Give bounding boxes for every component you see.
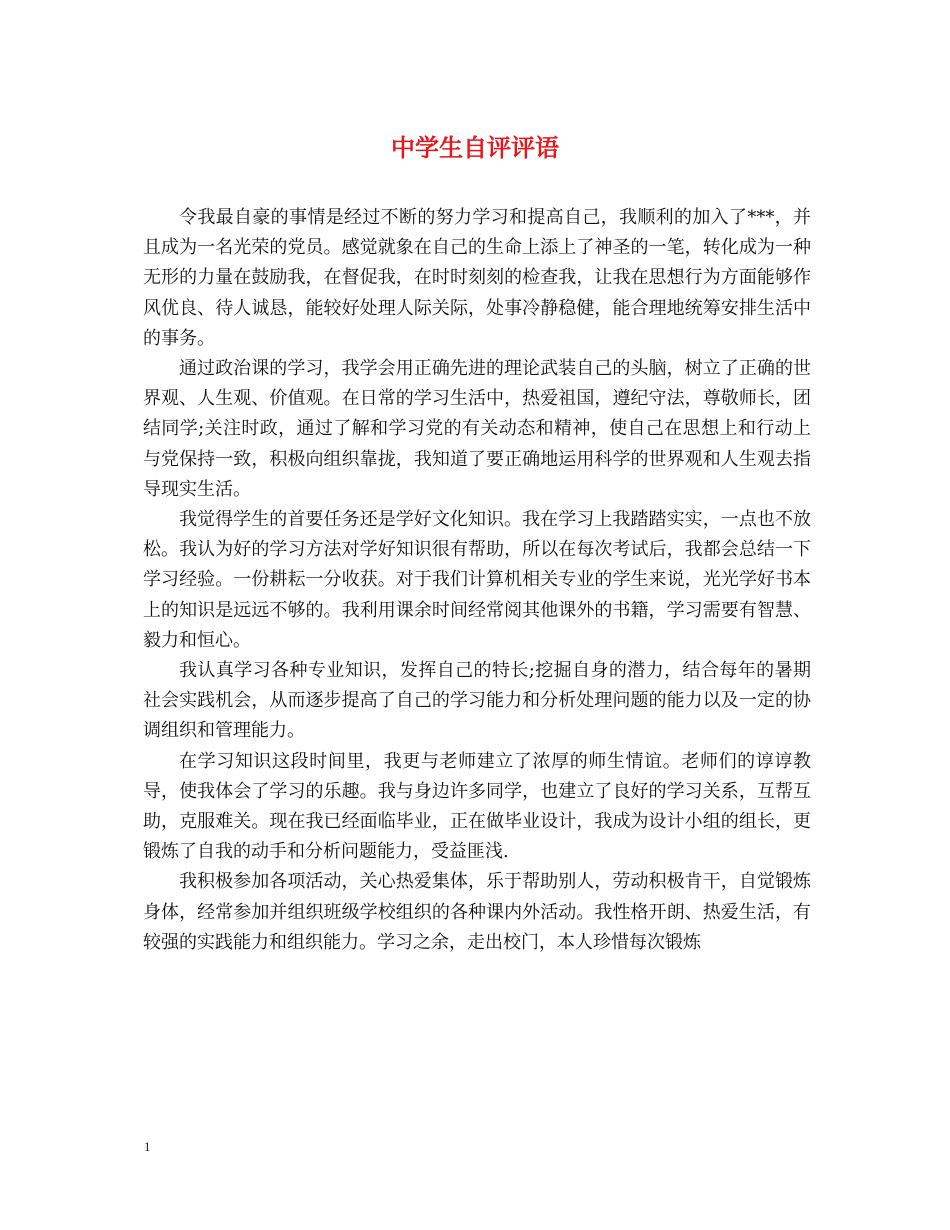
document-body [143,203,811,958]
paragraph-4: 我认真学习各种专业知识，发挥自己的特长;挖掘自身的潜力，结合每年的暑期社会实践机会，从而逐步提高了自己的学习能力和分析处理问题的能力以及一定的协调组织和管理能力。 [143,660,811,742]
page-number: 1 [144,1139,151,1154]
paragraph-5: 在学习知识这段时间里，我更与老师建立了浓厚的师生情谊。老师们的谆谆教导，使我体会了学习的乐趣。我与身边许多同学，也建立了良好的学习关系，互帮互助，克服难关。现在我已经面临毕业，正在做毕业设计，我成为设计小组的组长，更锻炼了自我的动手和分析问题能力，受益匪浅. [143,750,811,863]
paragraph-2: 通过政治课的学习，我学会用正确先进的理论武装自己的头脑，树立了正确的世界观、人生观、价值观。在日常的学习生活中，热爱祖国，遵纪守法，尊敬师长，团结同学;关注时政，通过了解和学习党的有关动态和精神，使自己在思想上和行动上与党保持一致，积极向组织靠拢，我知道了要正确地运用科学的世界观和人生观去指导现实生活。 [143,358,811,500]
paragraph-3: 我觉得学生的首要任务还是学好文化知识。我在学习上我踏踏实实，一点也不放松。我认为好的学习方法对学好知识很有帮助，所以在每次考试后，我都会总结一下学习经验。一份耕耘一分收获。对于我们计算机相关专业的学生来说，光光学好书本上的知识是远远不够的。我利用课余时间经常阅其他课外的书籍，学习需要有智慧、毅力和恒心。 [143,509,811,651]
document-title: 中学生自评评语 [391,133,559,162]
paragraph-1: 令我最自豪的事情是经过不断的努力学习和提高自己，我顺利的加入了***，并且成为一名光荣的党员。感觉就象在自己的生命上添上了神圣的一笔，转化成为一种无形的力量在鼓励我，在督促我，在时时刻刻的检查我，让我在思想行为方面能够作风优良、待人诚恳，能较好处理人际关际，处事冷静稳健，能合理地统筹安排生活中的事务。 [143,207,811,349]
paragraph-6: 我积极参加各项活动，关心热爱集体，乐于帮助别人，劳动积极肯干，自觉锻炼身体，经常参加并组织班级学校组织的各种课内外活动。我性格开朗、热爱生活，有较强的实践能力和组织能力。学习之余，走出校门，本人珍惜每次锻炼 [143,871,811,953]
